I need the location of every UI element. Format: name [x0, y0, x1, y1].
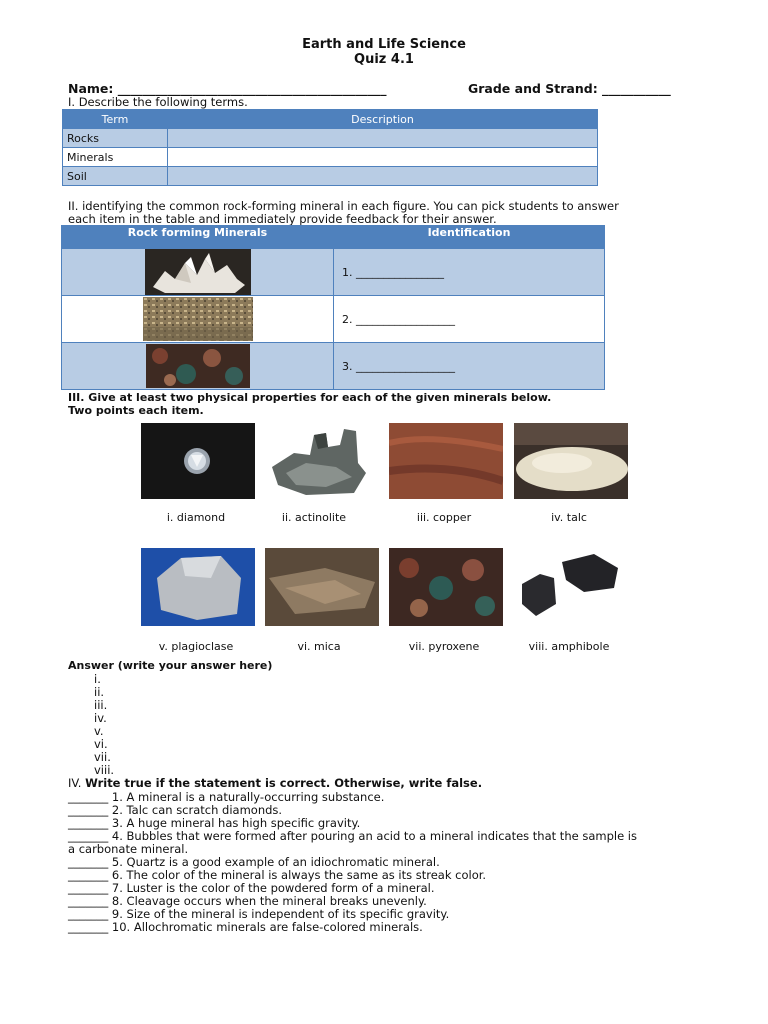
true-false-item[interactable]: _______ 7. Luster is the color of the powdered form of a mineral.: [68, 881, 435, 895]
answer-line-vi[interactable]: vi.: [94, 737, 108, 751]
true-false-item[interactable]: _______ 5. Quartz is a good example of an idiochromatic mineral.: [68, 855, 440, 869]
term-cell: Soil: [63, 167, 168, 186]
caption-pyroxene: vii. pyroxene: [408, 640, 480, 653]
pyroxene-rock-image: [146, 344, 250, 388]
name-field[interactable]: Name: ___________________________________________: [68, 81, 387, 96]
true-false-item[interactable]: _______ 8. Cleavage occurs when the mineral breaks unevenly.: [68, 894, 427, 908]
caption-diamond: i. diamond: [166, 511, 226, 524]
minerals-header: Rock forming Minerals: [62, 226, 334, 249]
talc-image: [514, 423, 628, 499]
mineral-image-cell: [62, 249, 334, 296]
term-header: Term: [63, 110, 168, 129]
term-cell: Rocks: [63, 129, 168, 148]
amphibole-image: [514, 548, 628, 626]
table-row: [63, 167, 598, 186]
diamond-image: [141, 423, 255, 499]
true-false-item[interactable]: _______ 3. A huge mineral has high specific gravity.: [68, 816, 361, 830]
pyroxene-image: [389, 548, 503, 626]
table-row: [62, 343, 605, 390]
answer-line-vii[interactable]: vii.: [94, 750, 111, 764]
part4-instruction: [68, 776, 482, 790]
true-false-item[interactable]: _______ 6. The color of the mineral is always the same as its streak color.: [68, 868, 487, 882]
part4-prefix: IV.: [68, 776, 82, 790]
description-cell[interactable]: [168, 148, 598, 167]
part1-instruction: I. Describe the following terms.: [68, 95, 248, 109]
answer-heading: Answer (write your answer here): [68, 659, 273, 672]
answer-line-i[interactable]: i.: [94, 672, 101, 686]
description-header: Description: [168, 110, 598, 129]
rock-forming-minerals-table: [61, 225, 605, 390]
true-false-item[interactable]: _______ 4. Bubbles that were formed after pouring an acid to a mineral indicates that the sample is: [68, 829, 637, 843]
answer-line-iii[interactable]: iii.: [94, 698, 108, 712]
true-false-item[interactable]: _______ 2. Talc can scratch diamonds.: [68, 803, 283, 817]
part3-instruction-line1: III. Give at least two physical properties for each of the given minerals below.: [68, 391, 552, 404]
actinolite-image: [266, 423, 374, 499]
page-title: Earth and Life Science: [302, 37, 466, 52]
true-false-item[interactable]: _______ 1. A mineral is a naturally-occurring substance.: [68, 790, 385, 804]
quiz-number: Quiz 4.1: [354, 52, 414, 67]
mica-image: [265, 548, 379, 626]
table-row: [62, 249, 605, 296]
table-row: [63, 148, 598, 167]
identification-cell[interactable]: 2. __________________: [334, 296, 605, 343]
answer-line-v[interactable]: v.: [94, 724, 104, 738]
terms-table: [62, 109, 598, 186]
identification-header: Identification: [334, 226, 605, 249]
answer-line-ii[interactable]: ii.: [94, 685, 105, 699]
true-false-item[interactable]: _______ 10. Allochromatic minerals are false-colored minerals.: [68, 920, 423, 934]
part3-instruction-line2: Two points each item.: [68, 404, 204, 417]
part2-instruction-line1: II. identifying the common rock-forming mineral in each figure. You can pick students to answer: [68, 199, 619, 213]
true-false-item[interactable]: _______ 9. Size of the mineral is independent of its specific gravity.: [68, 907, 450, 921]
table-row: [62, 296, 605, 343]
caption-copper: iii. copper: [416, 511, 472, 524]
answer-line-iv[interactable]: iv.: [94, 711, 107, 725]
term-cell: Minerals: [63, 148, 168, 167]
caption-mica: vi. mica: [297, 640, 341, 653]
description-cell[interactable]: [168, 167, 598, 186]
identification-cell[interactable]: 1. ________________: [334, 249, 605, 296]
caption-talc: iv. talc: [551, 511, 587, 524]
mineral-image-cell: [62, 343, 334, 390]
description-cell[interactable]: [168, 129, 598, 148]
answer-line-viii[interactable]: viii.: [94, 763, 115, 777]
true-false-item-continued: a carbonate mineral.: [68, 842, 189, 856]
identification-cell[interactable]: 3. __________________: [334, 343, 605, 390]
grade-strand-field[interactable]: Grade and Strand: ___________: [468, 81, 671, 96]
copper-image: [389, 423, 503, 499]
part2-instruction-line2: each item in the table and immediately provide feedback for their answer.: [68, 212, 497, 226]
caption-actinolite: ii. actinolite: [281, 511, 347, 524]
caption-plagioclase: v. plagioclase: [158, 640, 234, 653]
mineral-image-cell: [62, 296, 334, 343]
mica-schist-image: [143, 297, 253, 341]
plagioclase-image: [141, 548, 255, 626]
table-row: [63, 129, 598, 148]
caption-amphibole: viii. amphibole: [528, 640, 610, 653]
part4-instruction-text: Write true if the statement is correct. Otherwise, write false.: [85, 776, 483, 790]
quartz-crystal-image: [145, 249, 251, 295]
